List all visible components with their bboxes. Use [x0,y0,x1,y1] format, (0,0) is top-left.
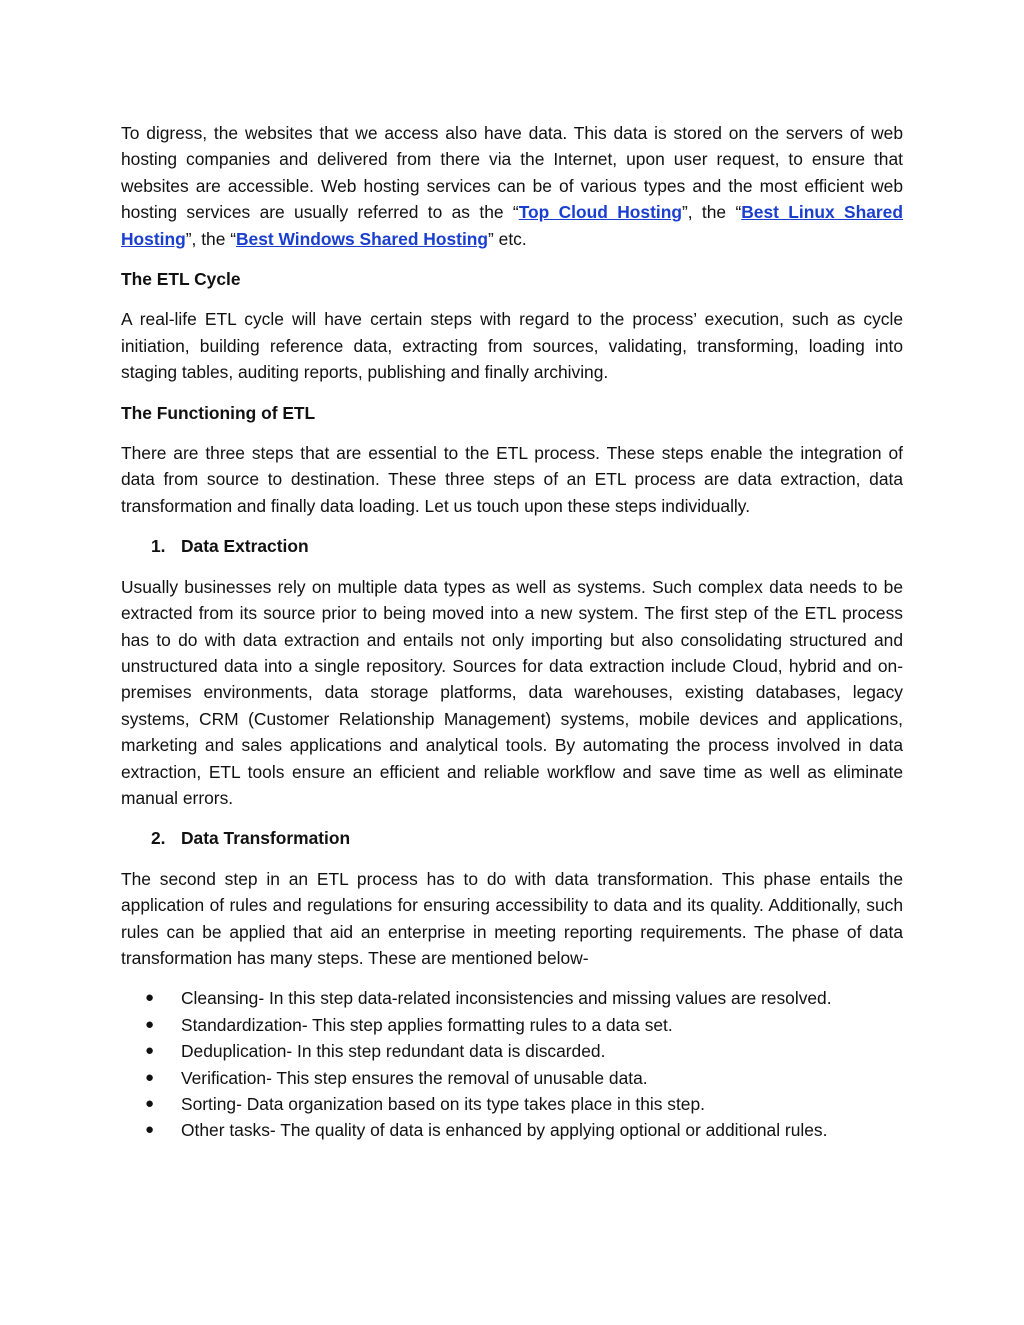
top-cloud-hosting-link[interactable]: Top Cloud Hosting [518,202,682,223]
data-extraction-number: 1. [151,536,166,557]
bullet-icon: ● [145,1015,155,1033]
functioning-paragraph: There are three steps that are essential to the ETL process. These steps enable the integration of data from source to destination. These three steps of an ETL process are data extraction, data transformation and finally data loading. Let us touch upon these steps individually. [121,443,903,516]
list-item-text: Standardization- This step applies formatting rules to a data set. [181,1014,673,1035]
list-item [121,1038,903,1064]
list-item [121,985,903,1011]
list-item-text: Sorting- Data organization based on its type takes place in this step. [181,1094,705,1114]
list-item [121,1065,903,1091]
intro-paragraph [121,120,903,252]
bullet-icon: ● [145,1042,155,1060]
intro-text-d: ” etc. [488,228,527,249]
bullet-icon: ● [145,1121,155,1139]
data-transformation-paragraph: The second step in an ETL process has to do with data transformation. This phase entails the application of rules and regulations for ensuring accessibility to data and its quality. Additionally, such rules can be applied that aid an enterprise in meeting reporting requirements. The phase of data transformation has many steps. These are mentioned below- [121,868,903,968]
intro-text-c: ”, the “ [185,228,236,249]
etl-cycle-heading: The ETL Cycle [121,269,241,290]
bullet-icon: ● [145,989,155,1007]
data-extraction-heading [121,533,903,559]
intro-text-a: To digress, the websites that we access also have data. This data is stored on the servers of web hosting companies and delivered from there via the Internet, upon user request, to ensure that websites are accessible. Web hosting services can be of various types and the most efficient web hosting services are usually referred to as the “ [121,123,903,223]
data-extraction-title: Data Extraction [181,536,309,557]
data-extraction-paragraph: Usually businesses rely on multiple data types as well as systems. Such complex data needs to be extracted from its source prior to being moved into a new system. The first step of the ETL process has to do with data extraction and entails not only importing but also consolidating structured and unstructured data into a single repository. Sources for data extraction include Cloud, hybrid and on-premises environments, data storage platforms, data warehouses, existing databases, legacy systems, CRM (Customer Relationship Management) systems, mobile devices and applications, marketing and sales applications and analytical tools. By automating the process involved in data extraction, ETL tools ensure an efficient and reliable workflow and save time as well as eliminate manual errors. [121,576,903,808]
list-item-text: Verification- This step ensures the removal of unusable data. [181,1067,648,1088]
data-transformation-heading [121,825,903,851]
bullet-icon: ● [145,1068,155,1086]
data-transformation-title: Data Transformation [181,828,351,849]
best-linux-shared-hosting-link[interactable]: Best Linux Shared Hosting [121,202,903,249]
list-item [121,1012,903,1038]
etl-cycle-paragraph: A real-life ETL cycle will have certain steps with regard to the process’ execution, such as cycle initiation, building reference data, extracting from sources, validating, transforming, loading into staging tables, auditing reports, publishing and finally archiving. [121,309,903,383]
document-page [121,120,903,1144]
list-item-text: Deduplication- In this step redundant data is discarded. [181,1041,606,1062]
bullet-icon: ● [145,1095,155,1112]
list-item-text: Other tasks- The quality of data is enhanced by applying optional or additional rules. [181,1120,828,1141]
functioning-heading: The Functioning of ETL [121,402,316,423]
list-item [121,1117,903,1143]
transformation-steps-list [121,985,903,1143]
data-transformation-number: 2. [151,828,166,849]
best-windows-shared-hosting-link[interactable]: Best Windows Shared Hosting [236,228,489,249]
list-item [121,1091,903,1117]
list-item-text: Cleansing- In this step data-related inconsistencies and missing values are resolved. [181,988,832,1009]
intro-text-b: ”, the “ [681,202,742,223]
